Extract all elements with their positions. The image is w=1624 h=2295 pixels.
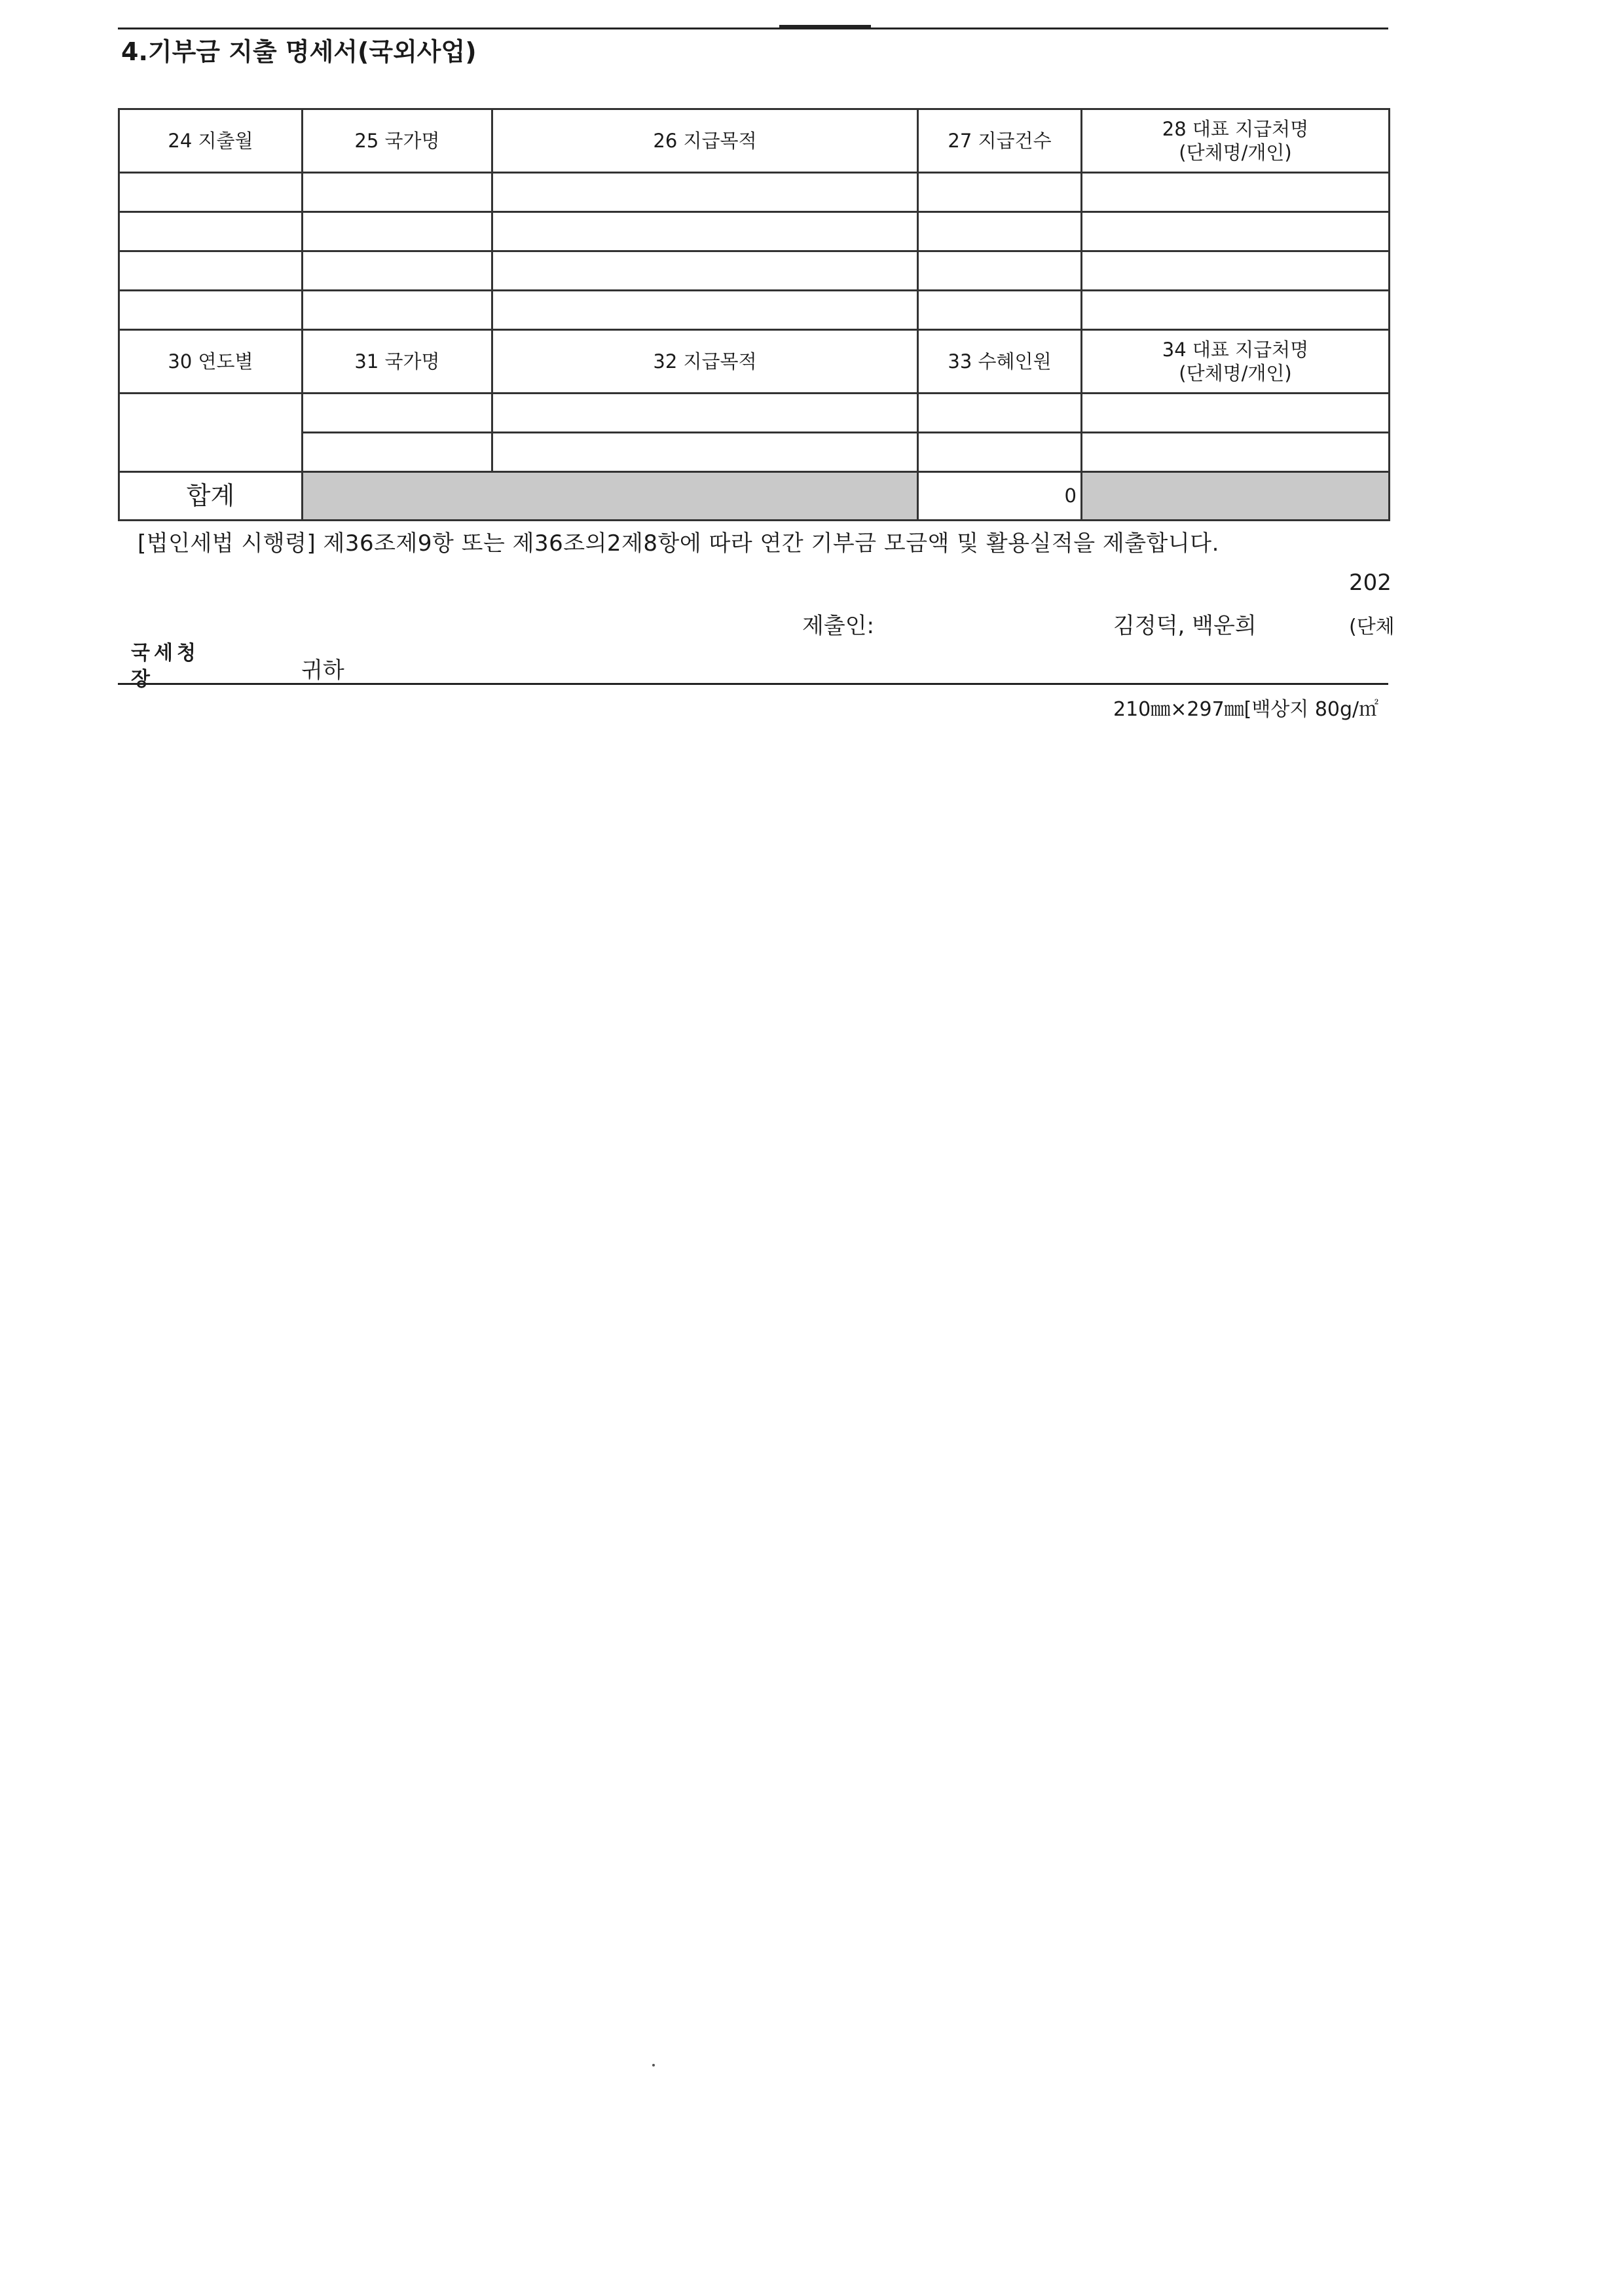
submitter-type: (단체 (1349, 615, 1395, 638)
submission-year: 202 (1349, 570, 1392, 596)
table-row (119, 173, 1390, 212)
recipient-organization-suffix: 장 (131, 668, 150, 691)
header-country: 31 국가명 (303, 330, 492, 394)
cell-representative-payee[interactable] (1082, 173, 1390, 212)
cell-representative-payee[interactable] (1082, 212, 1390, 251)
header-payment-purpose: 26 지급목적 (492, 109, 918, 173)
cell-country[interactable] (303, 394, 492, 433)
submitter-name: 김정덕, 백운희 (1113, 613, 1257, 639)
expense-table (118, 108, 1390, 521)
cell-expense-month[interactable] (119, 291, 303, 330)
recipient-organization: 국세청 (131, 642, 200, 665)
total-shaded-cell (303, 472, 918, 521)
header-expense-month: 24 지출월 (119, 109, 303, 173)
table1-header-row (119, 109, 1390, 173)
table-row (119, 433, 1390, 472)
total-shaded-cell-right (1082, 472, 1390, 521)
cell-beneficiary-count[interactable] (918, 394, 1082, 433)
cell-expense-month[interactable] (119, 173, 303, 212)
cell-payment-purpose[interactable] (492, 433, 918, 472)
honorific: 귀하 (301, 657, 344, 684)
table-row (119, 212, 1390, 251)
cell-payment-purpose[interactable] (492, 251, 918, 291)
cell-payment-purpose[interactable] (492, 291, 918, 330)
total-label: 합계 (119, 472, 303, 521)
bottom-rule (118, 683, 1388, 685)
cell-country[interactable] (303, 291, 492, 330)
cell-country[interactable] (303, 433, 492, 472)
cell-expense-month[interactable] (119, 212, 303, 251)
cell-expense-month[interactable] (119, 251, 303, 291)
top-rule (118, 28, 1388, 29)
paper-spec: 210㎜×297㎜[백상지 80g/㎡ (1113, 698, 1379, 721)
cell-beneficiary-count[interactable] (918, 433, 1082, 472)
cell-payment-purpose[interactable] (492, 394, 918, 433)
cell-representative-payee[interactable] (1082, 433, 1390, 472)
cell-payment-count[interactable] (918, 251, 1082, 291)
cell-representative-payee[interactable] (1082, 291, 1390, 330)
header-representative-payee: 34 대표 지급처명 (단체명/개인) (1082, 330, 1390, 394)
total-row (119, 472, 1390, 521)
legal-notice: [법인세법 시행령] 제36조제9항 또는 제36조의2제8항에 따라 연간 기부금 모금액 및 활용실적을 제출합니다. (138, 530, 1219, 557)
cell-country[interactable] (303, 173, 492, 212)
cell-payment-count[interactable] (918, 212, 1082, 251)
cell-representative-payee[interactable] (1082, 251, 1390, 291)
header-country: 25 국가명 (303, 109, 492, 173)
total-value: 0 (918, 472, 1082, 521)
cell-payment-count[interactable] (918, 291, 1082, 330)
form-title: 4.기부금 지출 명세서(국외사업) (121, 37, 477, 66)
cell-country[interactable] (303, 212, 492, 251)
table-row (119, 394, 1390, 433)
scan-speck (652, 2064, 655, 2066)
header-payment-count: 27 지급건수 (918, 109, 1082, 173)
cell-country[interactable] (303, 251, 492, 291)
submitter-label: 제출인: (802, 613, 874, 639)
cell-payment-count[interactable] (918, 173, 1082, 212)
table-row (119, 251, 1390, 291)
header-representative-payee: 28 대표 지급처명 (단체명/개인) (1082, 109, 1390, 173)
header-beneficiary-count: 33 수혜인원 (918, 330, 1082, 394)
cell-payment-purpose[interactable] (492, 212, 918, 251)
header-payment-purpose: 32 지급목적 (492, 330, 918, 394)
header-by-year: 30 연도별 (119, 330, 303, 394)
cell-by-year[interactable] (119, 394, 303, 472)
top-rule-accent (779, 25, 871, 29)
table2-header-row (119, 330, 1390, 394)
table-row (119, 291, 1390, 330)
cell-payment-purpose[interactable] (492, 173, 918, 212)
cell-representative-payee[interactable] (1082, 394, 1390, 433)
